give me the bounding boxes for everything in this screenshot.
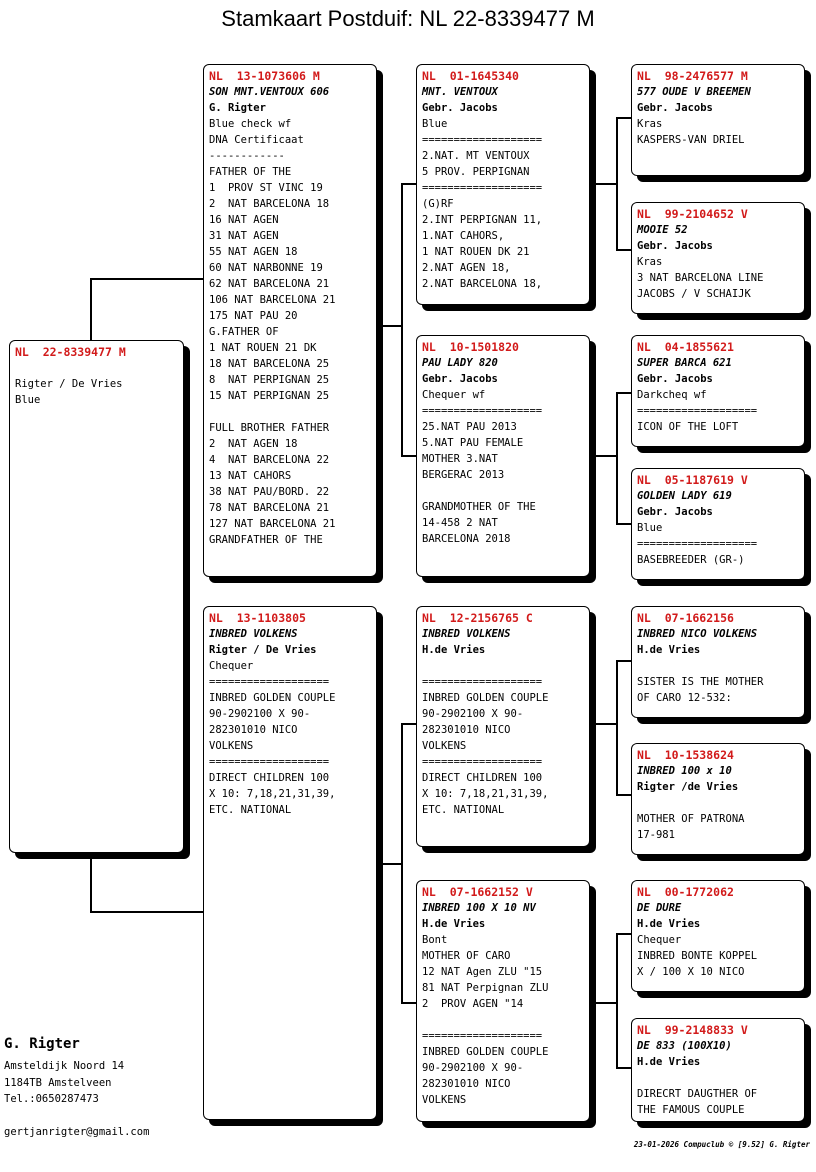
info-line: 18 NAT BARCELONA 25 [209,358,330,370]
ring-number: NL 22-8339477 M [15,345,126,359]
maternal-grandfather-card [416,606,590,847]
info-line [422,483,585,499]
connector [401,183,403,456]
info-line: THE FAMOUS COUPLE [637,1104,745,1116]
connector [616,117,632,119]
ancestor-card-ffm [631,202,805,314]
info-line: 17-981 [637,829,675,841]
info-line [637,1070,800,1086]
info-line: 38 NAT PAU/BORD. 22 [209,486,330,498]
pigeon-owner: H.de Vries [422,918,486,930]
info-line: BARCELONA 2018 [422,533,511,545]
connector [590,455,617,457]
pigeon-owner: Gebr. Jacobs [422,102,498,114]
info-line: 2 PROV AGEN "14 [422,998,524,1010]
info-line: 60 NAT NARBONNE 19 [209,262,323,274]
info-line: 2.NAT AGEN 18, [422,262,511,274]
paternal-grandfather-card [416,64,590,305]
info-line: 1.NAT CAHORS, [422,230,505,242]
pigeon-owner: G. Rigter [209,102,266,114]
connector [616,392,618,524]
info-line: 16 NAT AGEN [209,214,279,226]
info-line: Blue [637,522,663,534]
info-line: 2.NAT BARCELONA 18, [422,278,543,290]
pigeon-owner: Gebr. Jacobs [637,506,713,518]
info-line: ETC. NATIONAL [422,804,505,816]
pigeon-owner: Gebr. Jacobs [637,373,713,385]
info-line: MOTHER OF PATRONA [637,813,745,825]
info-line: VOLKENS [422,740,467,752]
info-line: 2.INT PERPIGNAN 11, [422,214,543,226]
info-line: X 10: 7,18,21,31,39, [422,788,549,800]
paternal-grandmother-card [416,335,590,577]
info-line: BERGERAC 2013 [422,469,505,481]
breeder-name: G. Rigter [4,1036,80,1052]
breeder-address-line1: Amsteldijk Noord 14 [4,1060,125,1072]
pigeon-name: MNT. VENTOUX [422,86,498,98]
info-line: 12 NAT Agen ZLU "15 [422,966,543,978]
ring-number: NL 98-2476577 M [637,69,748,83]
pigeon-owner: H.de Vries [422,644,486,656]
info-line: 25.NAT PAU 2013 [422,421,517,433]
info-line: 127 NAT BARCELONA 21 [209,518,336,530]
info-line: 2.NAT. MT VENTOUX [422,150,530,162]
info-line: 282301010 NICO [422,724,511,736]
connector [616,660,618,795]
breeder-email: gertjanrigter@gmail.com [4,1126,150,1138]
ring-number: NL 99-2148833 V [637,1023,748,1037]
info-line: =================== [422,676,543,688]
info-line: OF CARO 12-532: [637,692,732,704]
connector [401,1002,417,1004]
ring-number: NL 00-1772062 [637,885,734,899]
info-line: =================== [422,134,543,146]
info-line: 55 NAT AGEN 18 [209,246,298,258]
connector [377,863,402,865]
info-line: 2 NAT BARCELONA 18 [209,198,330,210]
info-line: VOLKENS [422,1094,467,1106]
info-line: Chequer wf [422,389,486,401]
connector [401,723,417,725]
pigeon-owner: Rigter /de Vries [637,781,739,793]
info-line: X / 100 X 10 NICO [637,966,745,978]
connector [590,1002,617,1004]
info-line: Darkcheq wf [637,389,707,401]
info-line: Chequer [209,660,254,672]
info-line: 4 NAT BARCELONA 22 [209,454,330,466]
info-line: DNA Certificaat [209,134,304,146]
info-line: Blue [422,118,448,130]
info-line [209,404,372,420]
page-title: Stamkaart Postduif: NL 22-8339477 M [221,6,595,31]
pigeon-owner: Rigter / De Vries [209,644,317,656]
info-line: GRANDMOTHER OF THE [422,501,536,513]
info-line: 31 NAT AGEN [209,230,279,242]
info-line: 8 NAT PERPIGNAN 25 [209,374,330,386]
info-line: Blue check wf [209,118,292,130]
info-line: 15 NAT PERPIGNAN 25 [209,390,330,402]
info-line: =================== [422,405,543,417]
print-stamp: 23-01-2026 Compuclub © [9.52] G. Rigter [633,1140,810,1149]
ring-number: NL 13-1073606 M [209,69,320,83]
info-line [422,1012,585,1028]
info-line: ETC. NATIONAL [209,804,292,816]
info-line: FATHER OF THE [209,166,292,178]
info-line [422,658,585,674]
info-line: Chequer [637,934,682,946]
pigeon-name: INBRED NICO VOLKENS [637,628,758,640]
info-line: 13 NAT CAHORS [209,470,292,482]
connector [401,455,417,457]
pigeon-owner: H.de Vries [637,1056,701,1068]
breeder-phone: Tel.:0650287473 [4,1093,99,1105]
info-line: SISTER IS THE MOTHER [637,676,764,688]
breeder-address-line2: 1184TB Amstelveen [4,1077,112,1089]
info-line: =================== [422,1030,543,1042]
info-line: GRANDFATHER OF THE [209,534,323,546]
ring-number: NL 05-1187619 V [637,473,748,487]
info-line: 90-2902100 X 90- [422,708,524,720]
info-line: 2 NAT AGEN 18 [209,438,298,450]
info-line [637,658,800,674]
pigeon-owner: Gebr. Jacobs [637,102,713,114]
connector [616,660,632,662]
info-line: 14-458 2 NAT [422,517,498,529]
pigeon-name: 577 OUDE V BREEMEN [637,86,751,98]
ancestor-card-fff [631,64,805,176]
connector [616,392,632,394]
subject-card [9,340,184,853]
ancestor-card-mff [631,606,805,718]
ring-number: NL 07-1662152 V [422,885,533,899]
info-line: 282301010 NICO [422,1078,511,1090]
ancestor-card-fmf [631,335,805,447]
info-line: =================== [422,182,543,194]
info-line: Bont [422,934,448,946]
info-line: VOLKENS [209,740,254,752]
pigeon-name: SON MNT.VENTOUX 606 [209,86,330,98]
info-line: MOTHER 3.NAT [422,453,498,465]
connector [616,523,632,525]
info-line: 1 PROV ST VINC 19 [209,182,323,194]
info-line: =================== [422,756,543,768]
info-line: G.FATHER OF [209,326,279,338]
info-line: FULL BROTHER FATHER [209,422,330,434]
connector [401,183,417,185]
connector [90,911,204,913]
info-line: MOTHER OF CARO [422,950,511,962]
info-line: =================== [637,405,758,417]
info-line: 1 NAT ROUEN 21 DK [209,342,317,354]
info-line: DIRECT CHILDREN 100 [422,772,543,784]
ring-number: NL 10-1501820 [422,340,519,354]
connector [616,933,618,1068]
ring-number: NL 99-2104652 V [637,207,748,221]
info-line: ------------ [209,150,285,162]
pigeon-owner: Gebr. Jacobs [422,373,498,385]
connector [90,278,92,341]
info-line: Blue [15,394,41,406]
maternal-grandmother-card [416,880,590,1122]
info-line: =================== [209,756,330,768]
info-line: INBRED BONTE KOPPEL [637,950,758,962]
ancestor-card-fmm [631,468,805,580]
ancestor-card-mfm [631,743,805,855]
ancestor-card-mmf [631,880,805,992]
pigeon-name: INBRED 100 x 10 [637,765,732,777]
connector [590,723,617,725]
pigeon-name: GOLDEN LADY 619 [637,490,732,502]
info-line: 5.NAT PAU FEMALE [422,437,524,449]
info-line: 78 NAT BARCELONA 21 [209,502,330,514]
father-card [203,64,377,577]
info-line: ICON OF THE LOFT [637,421,739,433]
pigeon-owner: Gebr. Jacobs [637,240,713,252]
pigeon-name: INBRED 100 X 10 NV [422,902,536,914]
ancestor-card-mmm [631,1018,805,1122]
info-line: 1 NAT ROUEN DK 21 [422,246,530,258]
connector [616,933,632,935]
info-line: =================== [637,538,758,550]
pigeon-name: INBRED VOLKENS [422,628,511,640]
info-line: 90-2902100 X 90- [422,1062,524,1074]
info-line: 81 NAT Perpignan ZLU [422,982,549,994]
ring-number: NL 10-1538624 [637,748,734,762]
connector [616,1067,632,1069]
connector [616,249,632,251]
info-line: DIRECRT DAUGTHER OF [637,1088,758,1100]
pigeon-name: PAU LADY 820 [422,357,498,369]
info-line: DIRECT CHILDREN 100 [209,772,330,784]
info-line: JACOBS / V SCHAIJK [637,288,751,300]
ring-number: NL 01-1645340 [422,69,519,83]
connector [90,852,92,912]
info-line: 90-2902100 X 90- [209,708,311,720]
info-line [637,795,800,811]
ring-number: NL 13-1103805 [209,611,306,625]
info-line: INBRED GOLDEN COUPLE [209,692,336,704]
info-line [15,360,179,376]
pigeon-owner: H.de Vries [637,644,701,656]
pigeon-owner: H.de Vries [637,918,701,930]
ring-number: NL 07-1662156 [637,611,734,625]
info-line: BASEBREEDER (GR-) [637,554,745,566]
connector [616,794,632,796]
info-line: 175 NAT PAU 20 [209,310,298,322]
info-line: KASPERS-VAN DRIEL [637,134,745,146]
info-line: 3 NAT BARCELONA LINE [637,272,764,284]
info-line: INBRED GOLDEN COUPLE [422,1046,549,1058]
ring-number: NL 12-2156765 C [422,611,533,625]
info-line: 62 NAT BARCELONA 21 [209,278,330,290]
pigeon-name: MOOIE 52 [637,224,688,236]
info-line: X 10: 7,18,21,31,39, [209,788,336,800]
connector [377,325,402,327]
connector [590,183,617,185]
info-line: Kras [637,118,663,130]
info-line: Rigter / De Vries [15,378,123,390]
info-line: (G)RF [422,198,454,210]
connector [616,117,618,250]
info-line: Kras [637,256,663,268]
info-line: 5 PROV. PERPIGNAN [422,166,530,178]
pigeon-name: DE DURE [637,902,682,914]
pigeon-name: INBRED VOLKENS [209,628,298,640]
connector [90,278,204,280]
info-line: 106 NAT BARCELONA 21 [209,294,336,306]
info-line: 282301010 NICO [209,724,298,736]
info-line: =================== [209,676,330,688]
pigeon-name: SUPER BARCA 621 [637,357,732,369]
ring-number: NL 04-1855621 [637,340,734,354]
info-line: INBRED GOLDEN COUPLE [422,692,549,704]
mother-card [203,606,377,1120]
pigeon-name: DE 833 (100X10) [637,1040,732,1052]
connector [401,723,403,1003]
